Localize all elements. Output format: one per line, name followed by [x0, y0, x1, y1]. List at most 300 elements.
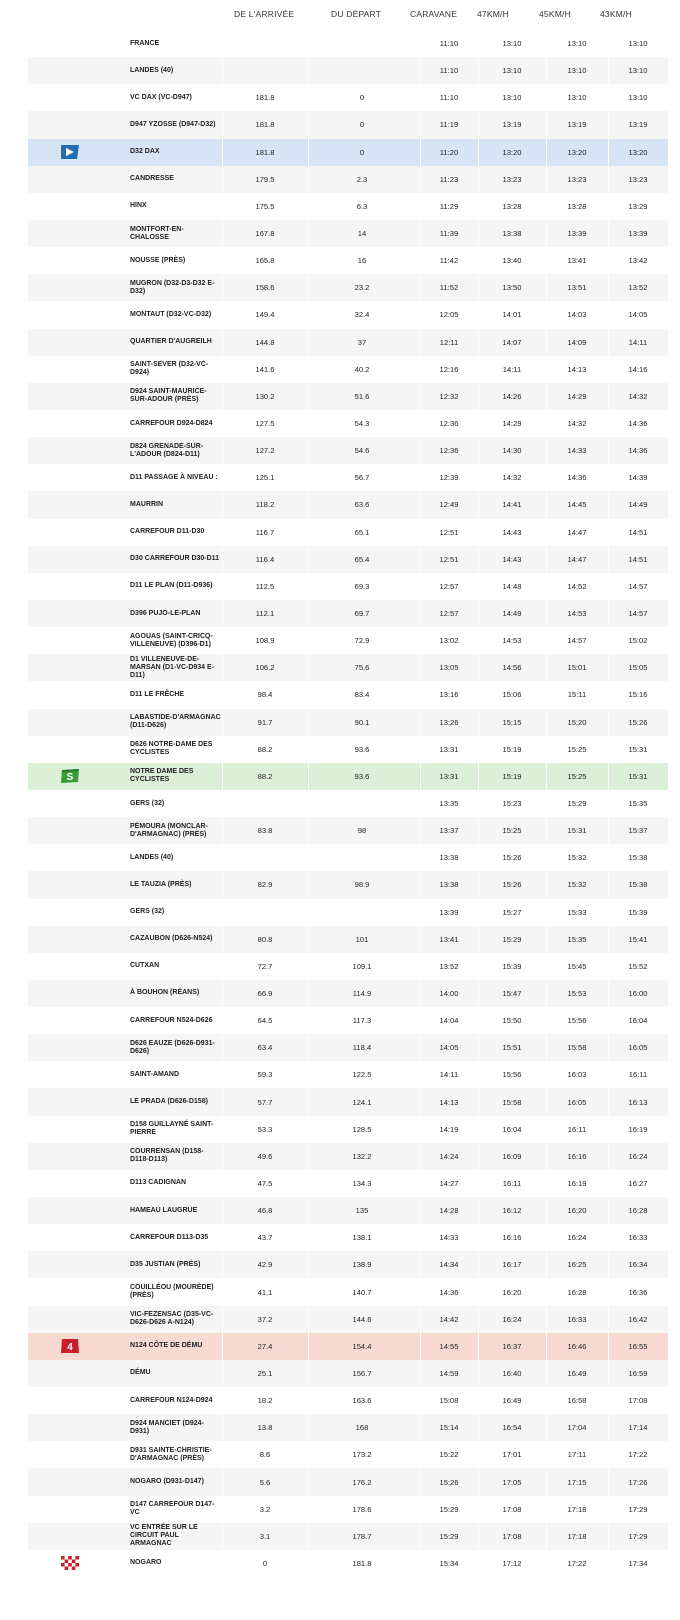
caravane-time-cell: 12:16	[439, 364, 459, 374]
header-depart: DU DÉPART	[331, 9, 382, 19]
itinerary-table	[28, 30, 668, 1577]
distance-to-finish-cell: 91.7	[257, 717, 273, 727]
table-row	[28, 274, 668, 301]
time-47kmh-cell: 13:20	[502, 147, 522, 157]
distance-from-start-cell: 122.5	[352, 1070, 372, 1080]
time-47kmh-cell: 16:17	[502, 1260, 522, 1270]
time-43kmh-cell: 14:57	[628, 581, 648, 591]
table-row	[28, 329, 668, 356]
caravane-time-cell: 12:11	[439, 337, 459, 347]
time-47kmh-cell: 14:26	[502, 391, 522, 401]
time-47kmh-cell: 13:50	[502, 283, 522, 293]
location-cell: D626 NOTRE-DAME DES CYCLISTES	[130, 741, 213, 757]
location-cell: CARREFOUR D11-D30	[130, 528, 205, 536]
location-cell: LANDES (40)	[130, 853, 174, 861]
distance-from-start-cell: 0	[359, 120, 365, 130]
distance-to-finish-cell: 149.4	[255, 310, 275, 320]
time-45kmh-cell: 17:18	[567, 1531, 587, 1541]
distance-to-finish-cell: 82.9	[257, 880, 273, 890]
time-45kmh-cell: 16:58	[567, 1396, 587, 1406]
caravane-time-cell: 13:37	[439, 826, 459, 836]
time-47kmh-cell: 16:49	[502, 1396, 522, 1406]
table-row	[28, 84, 668, 111]
time-47kmh-cell: 13:10	[502, 66, 522, 76]
location-cell: FRANCE	[130, 39, 160, 47]
location-cell: PÉMOURA (MONCLAR-D'ARMAGNAC) (PRÈS)	[130, 822, 208, 838]
icon-label: 4	[67, 1342, 73, 1354]
time-43kmh-cell: 14:51	[628, 527, 648, 537]
distance-to-finish-cell: 116.4	[255, 554, 275, 564]
distance-from-start-cell: 72.9	[354, 636, 370, 646]
table-row	[28, 681, 668, 708]
caravane-time-cell: 11:52	[439, 283, 459, 293]
time-47kmh-cell: 15:23	[502, 799, 522, 808]
time-43kmh-cell: 16:27	[628, 1178, 648, 1188]
distance-from-start-cell: 16	[357, 256, 367, 266]
table-row	[28, 763, 668, 790]
time-47kmh-cell: 15:15	[502, 717, 522, 727]
location-cell: MONTFORT-EN-CHALOSSE	[130, 225, 184, 241]
time-47kmh-cell: 16:09	[502, 1151, 522, 1161]
time-45kmh-cell: 16:24	[567, 1233, 587, 1243]
distance-from-start-cell: 51.6	[354, 391, 370, 401]
icon-label: S	[66, 772, 74, 784]
caravane-time-cell: 14:24	[439, 1151, 459, 1161]
caravane-time-cell: 15:34	[439, 1558, 459, 1568]
time-47kmh-cell: 15:47	[502, 988, 522, 998]
time-45kmh-cell: 13:51	[567, 283, 587, 293]
table-row	[28, 1306, 668, 1333]
time-43kmh-cell: 16:04	[628, 1016, 648, 1026]
distance-from-start-cell: 173.2	[352, 1450, 372, 1460]
time-43kmh-cell: 16:28	[628, 1206, 648, 1216]
distance-to-finish-cell: 37.2	[257, 1314, 273, 1324]
table-row	[28, 1088, 668, 1115]
location-cell: D35 JUSTIAN (PRÈS)	[130, 1260, 201, 1268]
time-47kmh-cell: 15:19	[502, 744, 522, 754]
location-cell: CARREFOUR N524-D626	[130, 1016, 213, 1024]
distance-to-finish-cell: 175.5	[255, 201, 275, 211]
location-cell: D30 CARREFOUR D30-D11	[130, 555, 220, 563]
time-43kmh-cell: 13:19	[628, 120, 648, 130]
location-cell: CAZAUBON (D626-N524)	[130, 935, 213, 943]
caravane-time-cell: 11:19	[439, 120, 459, 130]
distance-from-start-cell: 109.1	[352, 961, 372, 971]
table-row	[28, 1034, 668, 1061]
time-47kmh-cell: 16:40	[502, 1368, 522, 1378]
distance-to-finish-cell: 181.8	[255, 147, 275, 157]
table-row	[28, 926, 668, 953]
location-cell: MUGRON (D32-D3-D32 E-D32)	[130, 279, 215, 295]
distance-to-finish-cell: 57.7	[257, 1097, 273, 1107]
caravane-time-cell: 12:05	[439, 310, 459, 320]
time-43kmh-cell: 14:16	[628, 364, 648, 374]
time-43kmh-cell: 16:19	[628, 1124, 648, 1134]
distance-from-start-cell: 168	[355, 1423, 369, 1433]
location-cell: SAINT-SEVER (D32-VC-D924)	[130, 361, 209, 377]
distance-from-start-cell: 140.7	[352, 1287, 372, 1297]
caravane-time-cell: 11:10	[439, 93, 459, 103]
time-45kmh-cell: 16:03	[567, 1070, 587, 1080]
location-cell: SAINT-AMAND	[130, 1070, 179, 1078]
time-43kmh-cell: 16:00	[628, 988, 648, 998]
table-row	[28, 1224, 668, 1251]
distance-from-start-cell: 178.6	[352, 1504, 372, 1514]
distance-to-finish-cell: 98.4	[257, 690, 273, 700]
table-row	[28, 1116, 668, 1143]
time-47kmh-cell: 15:26	[502, 853, 522, 863]
time-43kmh-cell: 14:11	[628, 337, 648, 347]
caravane-time-cell: 15:08	[439, 1396, 459, 1406]
caravane-time-cell: 11:10	[439, 66, 459, 76]
time-47kmh-cell: 13:19	[502, 120, 522, 130]
time-47kmh-cell: 17:12	[502, 1558, 522, 1568]
time-47kmh-cell: 14:53	[502, 636, 522, 646]
time-47kmh-cell: 15:25	[502, 826, 522, 836]
time-45kmh-cell: 16:49	[567, 1368, 587, 1378]
distance-from-start-cell: 132.2	[352, 1151, 372, 1161]
time-43kmh-cell: 17:26	[628, 1477, 648, 1487]
location-cell: D947 YZOSSE (D947-D32)	[130, 120, 216, 128]
distance-to-finish-cell: 125.1	[255, 473, 275, 483]
time-47kmh-cell: 14:43	[502, 527, 522, 537]
time-45kmh-cell: 14:29	[567, 391, 587, 401]
table-header	[28, 0, 668, 28]
distance-from-start-cell: 6.3	[356, 201, 368, 211]
time-43kmh-cell: 16:42	[628, 1314, 648, 1324]
distance-to-finish-cell	[222, 844, 308, 871]
caravane-time-cell: 14:28	[439, 1206, 459, 1216]
caravane-time-cell: 13:39	[439, 907, 459, 917]
time-47kmh-cell: 13:10	[502, 39, 522, 49]
table-row	[28, 410, 668, 437]
time-45kmh-cell: 17:04	[567, 1423, 587, 1433]
distance-from-start-cell: 124.1	[352, 1097, 372, 1107]
distance-to-finish-cell: 118.2	[255, 500, 275, 510]
time-43kmh-cell: 13:10	[628, 39, 648, 49]
distance-from-start-cell: 14	[357, 229, 367, 239]
time-45kmh-cell: 16:25	[567, 1260, 587, 1270]
time-43kmh-cell: 14:36	[628, 446, 648, 456]
caravane-time-cell: 14:59	[439, 1368, 459, 1378]
distance-from-start-cell: 98.9	[354, 880, 370, 890]
caravane-time-cell: 14:19	[439, 1124, 459, 1134]
time-45kmh-cell: 13:10	[567, 39, 587, 49]
distance-to-finish-cell: 144.8	[255, 337, 275, 347]
caravane-time-cell: 13:52	[439, 961, 459, 971]
distance-from-start-cell: 83.4	[354, 690, 370, 700]
distance-from-start-cell	[308, 790, 416, 817]
time-47kmh-cell: 16:12	[502, 1206, 522, 1216]
table-row	[28, 301, 668, 328]
table-row	[28, 519, 668, 546]
distance-from-start-cell: 54.6	[354, 446, 370, 456]
distance-from-start-cell: 138.1	[352, 1233, 372, 1243]
time-47kmh-cell: 13:38	[502, 229, 522, 239]
distance-from-start-cell: 40.2	[354, 364, 370, 374]
table-row	[28, 1550, 668, 1577]
start-flag-icon	[60, 144, 80, 160]
location-cell: CANDRESSE	[130, 175, 174, 183]
location-cell: GERS (32)	[130, 799, 165, 807]
caravane-time-cell: 13:35	[439, 799, 459, 808]
table-row	[28, 166, 668, 193]
table-row	[28, 844, 668, 871]
table-row	[28, 1496, 668, 1523]
table-row	[28, 111, 668, 138]
distance-from-start-cell	[308, 844, 416, 871]
distance-to-finish-cell: 141.6	[255, 364, 275, 374]
table-row	[28, 193, 668, 220]
time-43kmh-cell: 13:39	[628, 229, 648, 239]
time-43kmh-cell: 15:02	[628, 636, 648, 646]
time-47kmh-cell: 15:51	[502, 1043, 522, 1053]
distance-from-start-cell: 178.7	[352, 1531, 372, 1541]
time-47kmh-cell: 14:07	[502, 337, 522, 347]
table-row	[28, 1170, 668, 1197]
location-cell: D1 VILLENEUVE-DE-MARSAN (D1-VC-D934 E-D11)	[130, 655, 215, 679]
table-row	[28, 654, 668, 681]
time-45kmh-cell: 15:58	[567, 1043, 587, 1053]
distance-from-start-cell: 181.8	[352, 1558, 372, 1568]
location-cell: D113 CADIGNAN	[130, 1179, 187, 1187]
caravane-time-cell: 14:55	[439, 1341, 459, 1351]
caravane-time-cell: 13:38	[439, 853, 459, 863]
time-47kmh-cell: 17:01	[502, 1450, 522, 1460]
time-47kmh-cell: 16:54	[502, 1423, 522, 1433]
time-45kmh-cell: 15:01	[567, 663, 587, 673]
table-row	[28, 546, 668, 573]
table-row	[28, 437, 668, 464]
location-cell: D931 SAINTE-CHRISTIE-D'ARMAGNAC (PRÈS)	[130, 1446, 212, 1462]
distance-to-finish-cell: 108.9	[255, 636, 275, 646]
table-row	[28, 709, 668, 736]
time-43kmh-cell: 13:10	[628, 93, 648, 103]
caravane-time-cell: 14:04	[439, 1016, 459, 1026]
time-45kmh-cell: 16:46	[567, 1341, 587, 1351]
time-43kmh-cell: 16:24	[628, 1151, 648, 1161]
distance-to-finish-cell: 181.8	[255, 93, 275, 103]
header-speed-47: 47KM/H	[477, 9, 509, 19]
time-47kmh-cell: 14:48	[502, 581, 522, 591]
time-43kmh-cell: 15:41	[628, 934, 648, 944]
caravane-time-cell: 12:57	[439, 609, 459, 619]
distance-from-start-cell: 101	[355, 934, 369, 944]
distance-from-start-cell: 176.2	[352, 1477, 372, 1487]
time-43kmh-cell: 16:05	[628, 1043, 648, 1053]
time-47kmh-cell: 14:49	[502, 609, 522, 619]
time-45kmh-cell: 13:39	[567, 229, 587, 239]
time-43kmh-cell: 16:55	[628, 1341, 648, 1351]
distance-to-finish-cell	[222, 899, 308, 926]
time-43kmh-cell: 16:13	[628, 1097, 648, 1107]
distance-to-finish-cell: 88.2	[257, 771, 273, 781]
time-47kmh-cell: 15:19	[502, 771, 522, 781]
location-cell: VC DAX (VC-D947)	[130, 93, 192, 101]
distance-to-finish-cell: 47.5	[257, 1178, 273, 1188]
location-cell: NOGARO (D931-D147)	[130, 1478, 204, 1486]
time-43kmh-cell: 15:37	[628, 826, 648, 836]
table-row	[28, 1143, 668, 1170]
distance-from-start-cell: 135	[355, 1206, 369, 1216]
distance-from-start-cell: 23.2	[354, 283, 370, 293]
location-cell: N124 CÔTE DE DÉMU	[130, 1342, 203, 1350]
caravane-time-cell: 12:32	[439, 391, 459, 401]
time-43kmh-cell: 15:39	[628, 907, 648, 917]
table-row	[28, 464, 668, 491]
caravane-time-cell: 14:05	[439, 1043, 459, 1053]
time-45kmh-cell: 14:52	[567, 581, 587, 591]
time-43kmh-cell: 14:57	[628, 609, 648, 619]
table-row	[28, 1360, 668, 1387]
distance-from-start-cell	[308, 30, 416, 57]
location-cell: CARREFOUR N124-D924	[130, 1396, 213, 1404]
time-45kmh-cell: 13:10	[567, 93, 587, 103]
table-row	[28, 1333, 668, 1360]
distance-to-finish-cell: 88.2	[257, 744, 273, 754]
table-row	[28, 1441, 668, 1468]
location-cell: CARREFOUR D113-D35	[130, 1233, 209, 1241]
caravane-time-cell: 13:05	[439, 663, 459, 673]
distance-to-finish-cell: 49.6	[257, 1151, 273, 1161]
time-47kmh-cell: 14:29	[502, 419, 522, 429]
caravane-time-cell: 15:14	[439, 1423, 459, 1433]
time-45kmh-cell: 16:28	[567, 1287, 587, 1297]
table-row	[28, 356, 668, 383]
time-45kmh-cell: 15:32	[567, 880, 587, 890]
caravane-time-cell: 15:29	[439, 1504, 459, 1514]
time-45kmh-cell: 15:25	[567, 744, 587, 754]
time-45kmh-cell: 16:16	[567, 1151, 587, 1161]
location-cell: GERS (32)	[130, 908, 165, 916]
time-45kmh-cell: 14:36	[567, 473, 587, 483]
caravane-time-cell: 14:13	[439, 1097, 459, 1107]
distance-to-finish-cell: 42.9	[257, 1260, 273, 1270]
location-cell: CARREFOUR D924-D824	[130, 419, 213, 427]
time-45kmh-cell: 14:53	[567, 609, 587, 619]
caravane-time-cell: 13:38	[439, 880, 459, 890]
location-cell: LABASTIDE-D'ARMAGNAC (D11-D626)	[130, 714, 221, 730]
time-43kmh-cell: 15:16	[628, 690, 648, 700]
distance-from-start-cell: 128.5	[352, 1124, 372, 1134]
location-cell: NOGARO	[130, 1559, 162, 1567]
location-cell: MONTAUT (D32-VC-D32)	[130, 310, 212, 318]
distance-from-start-cell: 117.3	[352, 1016, 372, 1026]
location-cell: D626 EAUZE (D626-D931-D626)	[130, 1039, 215, 1055]
time-43kmh-cell: 14:05	[628, 310, 648, 320]
distance-to-finish-cell: 0	[262, 1558, 268, 1568]
distance-to-finish-cell: 158.6	[255, 283, 275, 293]
caravane-time-cell: 11:39	[439, 229, 459, 239]
distance-to-finish-cell: 3.1	[259, 1531, 271, 1541]
location-cell: AGOUAS (SAINT-CRICQ-VILLENEUVE) (D396-D1)	[130, 632, 213, 648]
table-row	[28, 1251, 668, 1278]
caravane-time-cell: 14:11	[439, 1070, 459, 1080]
distance-from-start-cell: 114.9	[352, 988, 372, 998]
time-45kmh-cell: 13:20	[567, 147, 587, 157]
time-43kmh-cell: 13:29	[628, 201, 648, 211]
distance-to-finish-cell: 181.8	[255, 120, 275, 130]
table-row	[28, 220, 668, 247]
header-speed-43: 43KM/H	[600, 9, 632, 19]
time-47kmh-cell: 15:27	[502, 907, 522, 917]
time-45kmh-cell: 14:09	[567, 337, 587, 347]
location-cell: D158 GUILLAYNÉ SAINT-PIERRE	[130, 1121, 214, 1137]
table-row	[28, 1387, 668, 1414]
time-43kmh-cell: 14:36	[628, 419, 648, 429]
location-cell: D32 DAX	[130, 148, 160, 156]
time-47kmh-cell: 13:10	[502, 93, 522, 103]
time-45kmh-cell: 13:41	[567, 256, 587, 266]
caravane-time-cell: 14:27	[439, 1178, 459, 1188]
distance-to-finish-cell: 43.7	[257, 1233, 273, 1243]
time-45kmh-cell: 16:05	[567, 1097, 587, 1107]
time-43kmh-cell: 16:11	[628, 1070, 648, 1080]
time-45kmh-cell: 13:23	[567, 174, 587, 184]
caravane-time-cell: 13:31	[439, 771, 459, 781]
location-cell: HINX	[130, 202, 147, 210]
time-43kmh-cell: 16:36	[628, 1287, 648, 1297]
caravane-time-cell: 11:42	[439, 256, 459, 266]
time-47kmh-cell: 13:40	[502, 256, 522, 266]
time-47kmh-cell: 14:41	[502, 500, 522, 510]
time-45kmh-cell: 17:11	[567, 1450, 587, 1460]
location-cell: D396 PUJO-LE-PLAN	[130, 609, 201, 617]
time-47kmh-cell: 14:11	[502, 364, 522, 374]
time-45kmh-cell: 15:33	[567, 907, 587, 917]
time-47kmh-cell: 13:28	[502, 201, 522, 211]
header-arrivee: DE L'ARRIVÉE	[234, 9, 295, 19]
time-43kmh-cell: 15:35	[628, 799, 648, 808]
distance-to-finish-cell: 165.8	[255, 256, 275, 266]
caravane-time-cell: 13:16	[439, 690, 459, 700]
time-47kmh-cell: 16:24	[502, 1314, 522, 1324]
distance-from-start-cell: 118.4	[352, 1043, 372, 1053]
time-47kmh-cell: 15:56	[502, 1070, 522, 1080]
table-row	[28, 899, 668, 926]
table-row	[28, 736, 668, 763]
time-47kmh-cell: 14:56	[502, 663, 522, 673]
location-cell: MAURRIN	[130, 500, 164, 508]
time-47kmh-cell: 17:08	[502, 1531, 522, 1541]
caravane-time-cell: 14:42	[439, 1314, 459, 1324]
sprint-icon	[60, 768, 80, 784]
time-43kmh-cell: 16:59	[628, 1368, 648, 1378]
time-47kmh-cell: 16:16	[502, 1233, 522, 1243]
location-cell: À BOUHON (RÉANS)	[130, 989, 200, 997]
time-43kmh-cell: 17:08	[628, 1396, 648, 1406]
time-45kmh-cell: 13:10	[567, 66, 587, 76]
climb-icon	[60, 1338, 80, 1354]
location-cell: VIC-FEZENSAC (D35-VC-D626-D626 A-N124)	[130, 1311, 214, 1327]
time-47kmh-cell: 14:30	[502, 446, 522, 456]
location-cell: HAMEAU LAUGRUE	[130, 1206, 198, 1214]
distance-from-start-cell: 54.3	[354, 419, 370, 429]
table-row	[28, 383, 668, 410]
caravane-time-cell: 12:49	[439, 500, 459, 510]
distance-from-start-cell: 65.4	[354, 554, 370, 564]
time-45kmh-cell: 14:45	[567, 500, 587, 510]
table-row	[28, 953, 668, 980]
distance-to-finish-cell: 41.1	[257, 1287, 273, 1297]
distance-to-finish-cell: 3.2	[259, 1504, 271, 1514]
time-47kmh-cell: 15:58	[502, 1097, 522, 1107]
time-45kmh-cell: 16:11	[567, 1124, 587, 1134]
distance-to-finish-cell: 167.8	[255, 229, 275, 239]
location-cell: D924 MANCIET (D924-D931)	[130, 1419, 204, 1435]
time-43kmh-cell: 17:29	[628, 1504, 648, 1514]
distance-from-start-cell: 163.6	[352, 1396, 372, 1406]
